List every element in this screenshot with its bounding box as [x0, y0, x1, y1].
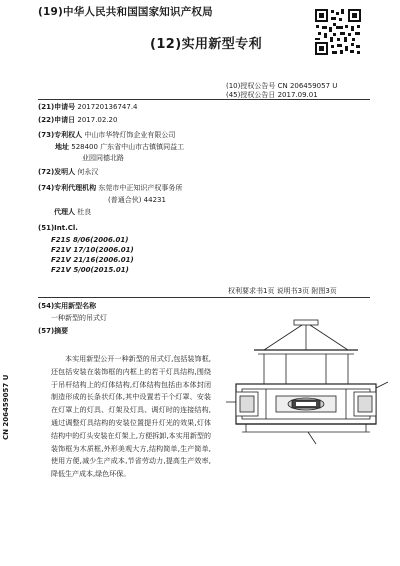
- patentee: (73)专利权人 中山市华特灯饰企业有限公司: [38, 131, 176, 139]
- ipc-class: F21V 5/00(2015.01): [51, 266, 129, 274]
- title-label: (54)实用新型名称: [38, 302, 97, 310]
- patentee-address-line2: 业园同德北路: [82, 154, 124, 162]
- abstract-text: 本实用新型公开一种新型的吊式灯,包括装饰框,还包括安装在装饰框的内框上的若干灯具结构,围绕于吊杆结构上的灯体结构,灯体结构包括由本体封闭制造形成的长条状灯体,其中设置若干个灯罩、安装在灯罩上的灯具、灯架及灯具、调灯时的连接结构,通过调整灯具结构的安装位置提升灯光的效果,灯体结构中的灯头安装在灯架上,方便拆卸,本实用新型的装饰框为木质框,外形美观大方,结构简单,生产简单,使用方便,减少生产成本,节省劳动力,提高生产效率,降低生产成本,绿色环保。: [51, 355, 211, 479]
- page-counts: 权利要求书1页 说明书3页 附图3页: [228, 287, 337, 295]
- office-name: (19)中华人民共和国国家知识产权局: [38, 6, 213, 18]
- ipc-class: F21S 8/06(2006.01): [51, 236, 129, 244]
- publication-date: (45)授权公告日 2017.09.01: [226, 91, 318, 99]
- patent-kind: (12)实用新型专利: [150, 37, 262, 52]
- patent-agency: (74)专利代理机构 东莞市中正知识产权事务所: [38, 184, 183, 192]
- ipc-label: (51)Int.Cl.: [38, 224, 78, 232]
- utility-model-title: 一种新型的吊式灯: [51, 314, 107, 322]
- patent-agency-line2: (普通合伙) 44231: [108, 196, 166, 204]
- inventor: (72)发明人 何永汉: [38, 168, 99, 176]
- publication-number: (10)授权公告号 CN 206459057 U: [226, 82, 338, 90]
- side-publication-code: CN 206459057 U: [2, 374, 10, 440]
- patent-agent: 代理人 杜良: [54, 208, 92, 216]
- application-number: (21)申请号 201720136747.4: [38, 103, 138, 111]
- ipc-class: F21V 21/16(2006.01): [51, 256, 134, 264]
- header-rule: [38, 99, 370, 100]
- patentee-address: 地址 528400 广东省中山市古镇镇同益工: [55, 143, 185, 151]
- chandelier-drawing: [216, 292, 396, 472]
- abstract-label: (57)摘要: [38, 327, 69, 335]
- application-date: (22)申请日 2017.02.20: [38, 116, 118, 124]
- ipc-class: F21V 17/10(2006.01): [51, 246, 134, 254]
- qr-code: [314, 8, 362, 56]
